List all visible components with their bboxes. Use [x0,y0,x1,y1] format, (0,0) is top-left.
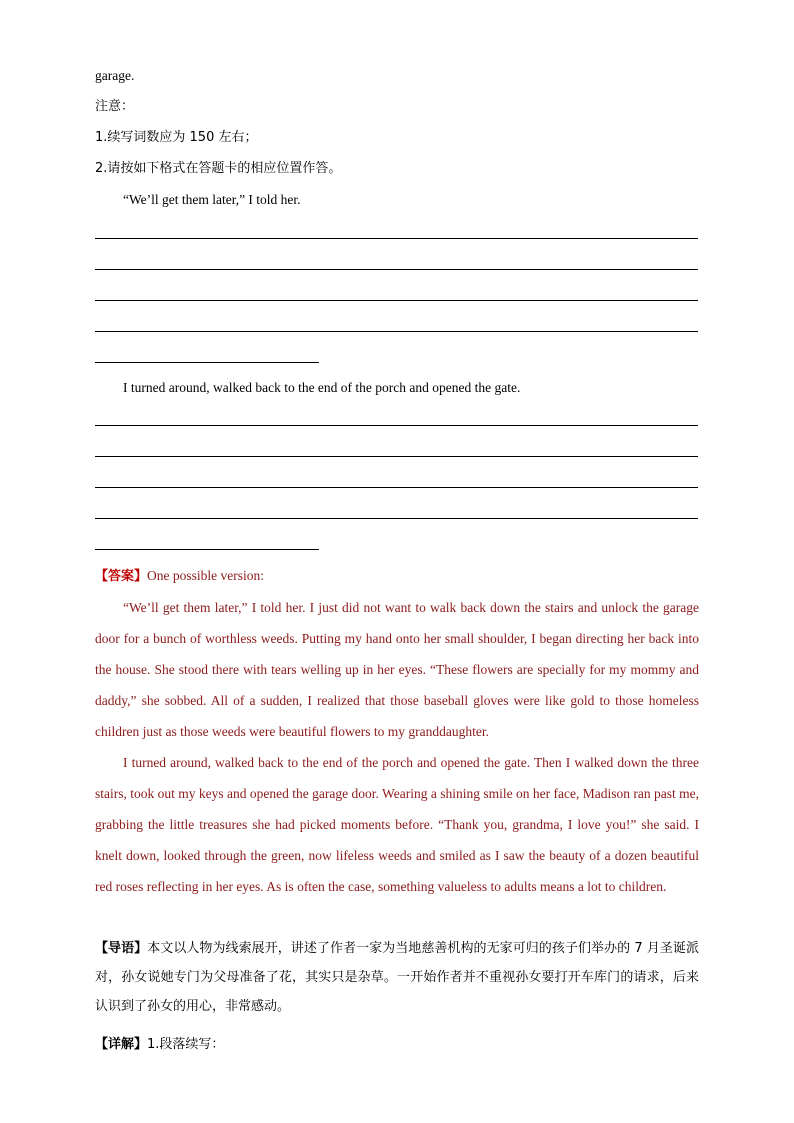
writing-line-short [95,362,319,363]
format-rule: 2.请按如下格式在答题卡的相应位置作答。 [95,161,342,176]
word-count-rule: 1.续写词数应为 150 左右； [95,130,258,145]
answer-intro: One possible version: [147,568,265,583]
continuation-text: garage. [95,68,135,83]
answer-section [95,560,699,902]
writing-line [95,425,698,426]
answer-paragraph-1: “We’ll get them later,” I told her. I just did not want to walk back down the stairs and unlock the garage door for a bunch of worthless weeds. Putting my hand onto her small shoulder, I began directing her back into the house. She stood there with tears welling up in her eyes. “These flowers are specially for my mommy and daddy,” she sobbed. All of a sudden, I realized that those baseball gloves were like gold to those homeless children just as those weeds were beautiful flowers to my granddaughter. [95,600,699,739]
detail-tag: 【详解】 [95,1037,148,1052]
answer-paragraph-2: I turned around, walked back to the end of the porch and opened the gate. Then I walked down the three stairs, took out my keys and opened the garage door. Wearing a shining smile on her face, Madison ran past me, grabbing the little treasures she had picked moments before. “Thank you, grandma, I love you!” she said. I knelt down, looked through the green, now lifeless weeds and smiled as I saw the beauty of a dozen beautiful red roses reflecting in her eyes. As is often the case, something valueless to adults means a lot to children. [95,755,699,894]
paragraph1-prompt: “We’ll get them later,” I told her. [123,192,301,207]
writing-line [95,238,698,239]
paragraph2-prompt: I turned around, walked back to the end of the porch and opened the gate. [123,380,521,395]
guide-section [95,934,699,1021]
writing-line [95,300,698,301]
writing-line [95,487,698,488]
writing-line [95,456,698,457]
note-label: 注意： [95,99,135,114]
writing-line [95,331,698,332]
writing-line [95,518,698,519]
answer-tag: 【答案】 [95,569,148,584]
guide-text: 本文以人物为线索展开，讲述了作者一家为当地慈善机构的无家可归的孩子们举办的 7 月圣诞派对，孙女说她专门为父母准备了花，其实只是杂草。一开始作者并不重视孙女要打开车库门的请求，后来认识到了孙女的用心，非常感动。 [95,941,699,1014]
writing-line-short [95,549,319,550]
guide-tag: 【导语】 [95,941,148,956]
detail-section [95,1030,699,1059]
detail-text: 1.段落续写： [147,1037,225,1052]
answer-header [95,560,699,592]
writing-line [95,269,698,270]
